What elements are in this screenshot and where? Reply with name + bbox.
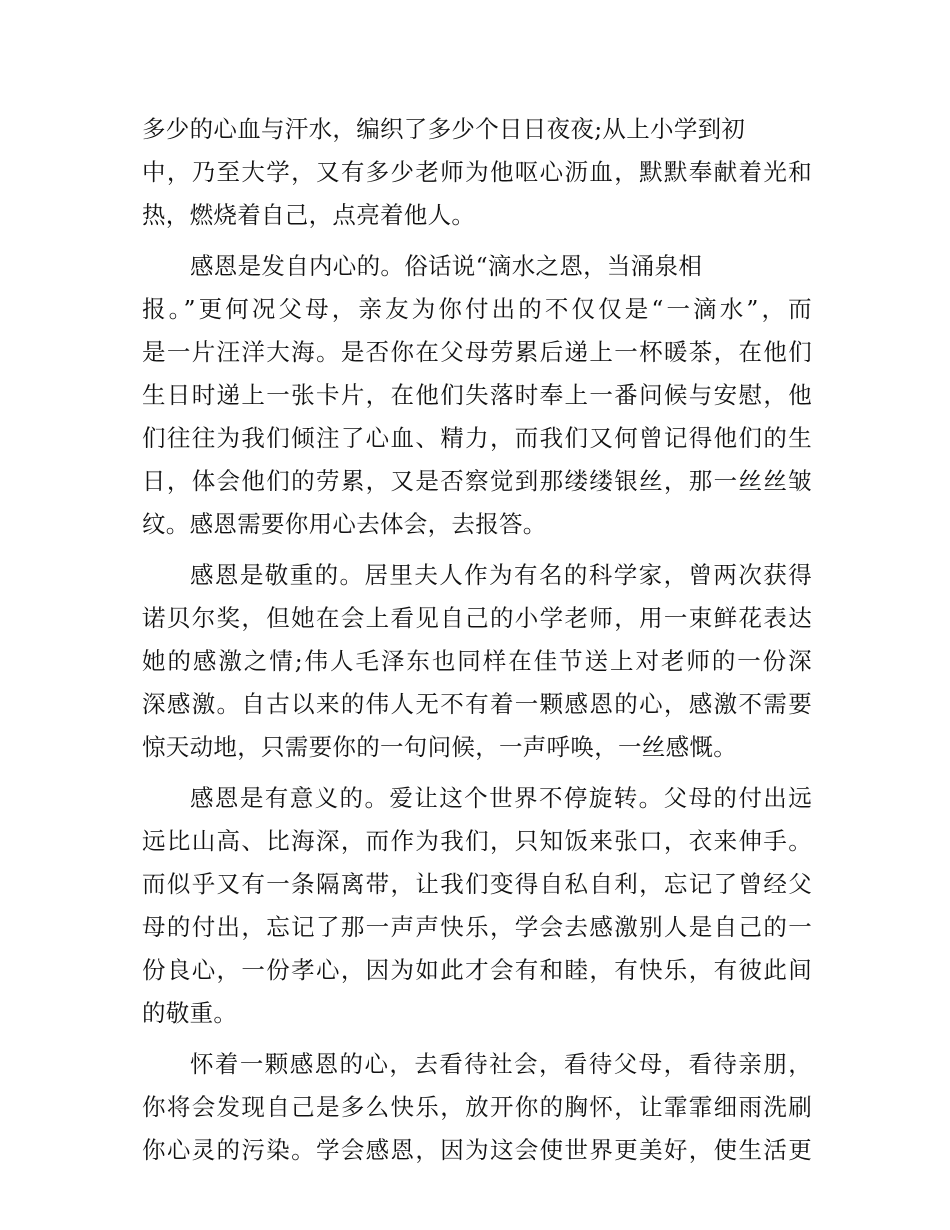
- text-line: 母的付出，忘记了那一声声快乐，学会去感激别人是自己的一: [142, 913, 812, 941]
- paragraph: [142, 777, 812, 1035]
- text-line: 深感激。自古以来的伟人无不有着一颗感恩的心，感激不需要: [142, 690, 812, 718]
- text-line: 你心灵的污染。学会感恩，因为这会使世界更美好，使生活更: [142, 1136, 812, 1164]
- text-line: 她的感激之情;伟人毛泽东也同样在佳节送上对老师的一份深: [142, 647, 812, 675]
- paragraph: [142, 245, 812, 546]
- paragraph-gap: [142, 546, 812, 554]
- text-line: 多少的心血与汗水，编织了多少个日日夜夜;从上小学到初: [142, 115, 746, 143]
- text-line: 纹。感恩需要你用心去体会，去报答。: [142, 510, 547, 538]
- text-line: 诺贝尔奖，但她在会上看见自己的小学老师，用一束鲜花表达: [142, 604, 812, 632]
- paragraph: [142, 1043, 812, 1172]
- paragraph-gap: [142, 769, 812, 777]
- paragraph: [142, 554, 812, 769]
- text-line: 惊天动地，只需要你的一句问候，一声呼唤，一丝感慨。: [142, 733, 737, 761]
- text-line: 生日时递上一张卡片，在他们失落时奉上一番问候与安慰，他: [142, 381, 812, 409]
- paragraph-gap: [142, 237, 812, 245]
- text-line: 远比山高、比海深，而作为我们，只知饭来张口，衣来伸手。: [142, 827, 812, 855]
- paragraph: [142, 108, 812, 237]
- text-line: 怀着一颗感恩的心，去看待社会，看待父母，看待亲朋，: [190, 1050, 812, 1078]
- text-line: 报。”更何况父母，亲友为你付出的不仅仅是“一滴水”，而: [142, 295, 812, 323]
- text-line: 热，燃烧着自己，点亮着他人。: [142, 201, 476, 229]
- document-body: [142, 108, 812, 1172]
- text-line: 是一片汪洋大海。是否你在父母劳累后递上一杯暖茶，在他们: [142, 338, 812, 366]
- text-line: 中，乃至大学，又有多少老师为他呕心沥血，默默奉献着光和: [142, 158, 812, 186]
- text-line: 而似乎又有一条隔离带，让我们变得自私自利，忘记了曾经父: [142, 870, 812, 898]
- text-line: 份良心，一份孝心，因为如此才会有和睦，有快乐，有彼此间: [142, 956, 812, 984]
- text-line: 们往往为我们倾注了心血、精力，而我们又何曾记得他们的生: [142, 424, 812, 452]
- paragraph-gap: [142, 1035, 812, 1043]
- text-line: 感恩是敬重的。居里夫人作为有名的科学家，曾两次获得: [190, 561, 812, 589]
- text-line: 日，体会他们的劳累，又是否察觉到那缕缕银丝，那一丝丝皱: [142, 467, 812, 495]
- text-line: 你将会发现自己是多么快乐，放开你的胸怀，让霏霏细雨洗刷: [142, 1093, 812, 1121]
- text-line: 感恩是发自内心的。俗话说“滴水之恩，当涌泉相: [190, 252, 703, 280]
- text-line: 感恩是有意义的。爱让这个世界不停旋转。父母的付出远: [190, 784, 812, 812]
- text-line: 的敬重。: [142, 999, 238, 1027]
